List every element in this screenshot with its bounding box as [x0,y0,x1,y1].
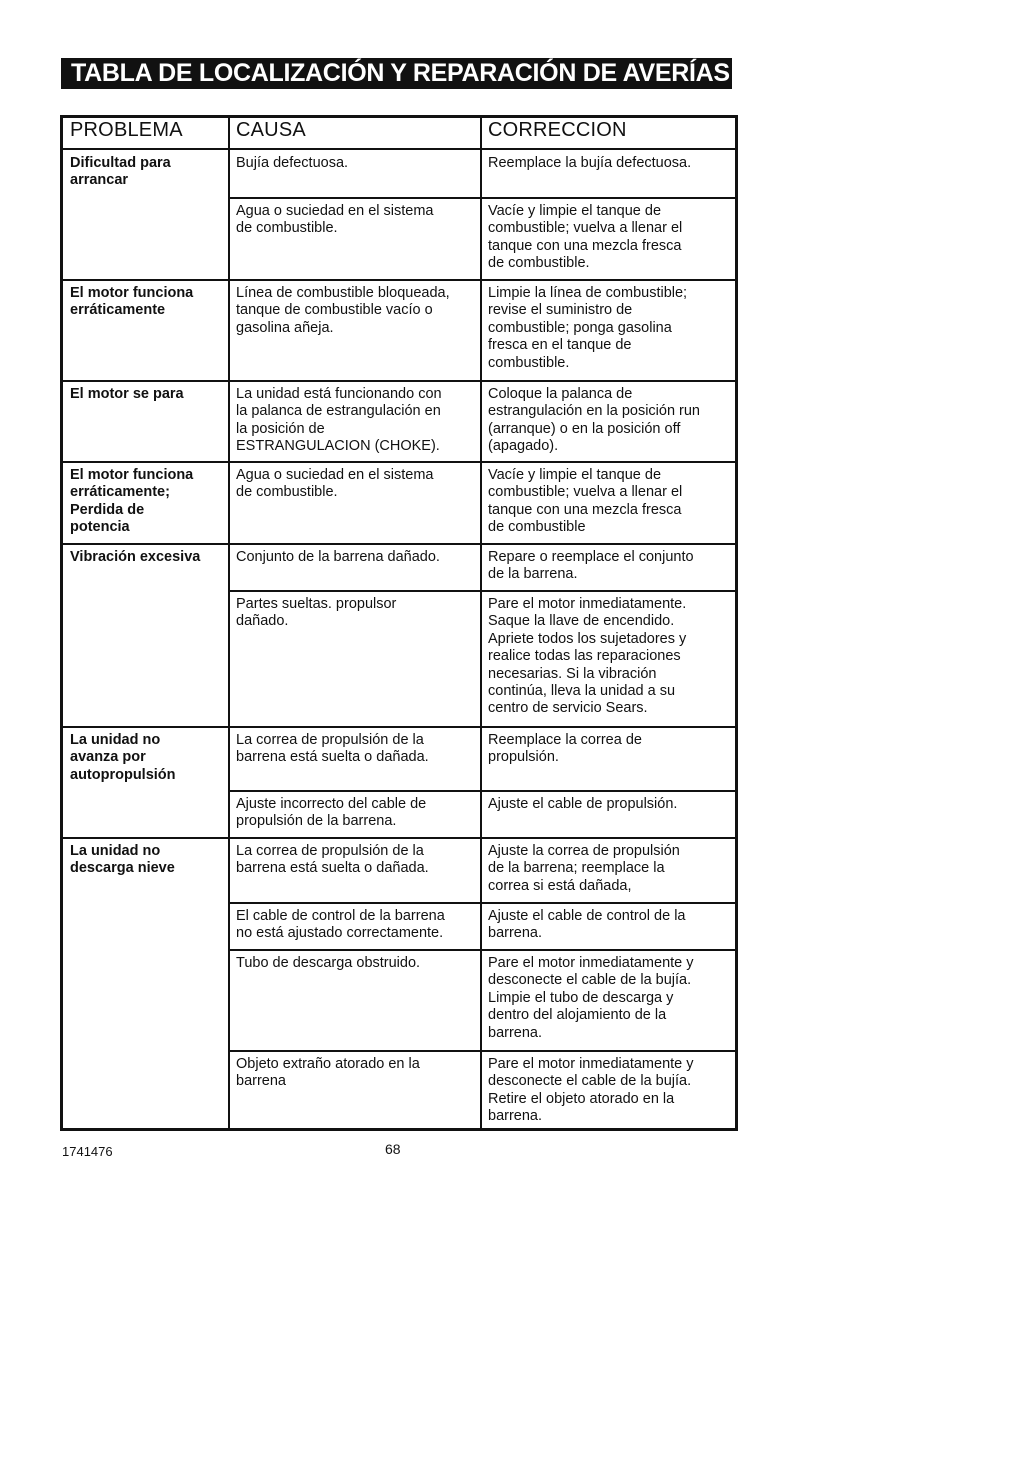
correction-cell: Pare el motor inmediatamente. Saque la llave de encendido. Apriete todos los sujetadores y realice todas las reparaciones necesarias. Si la vibración continúa, lleva la unidad a su centro de servicio Sears. [488,596,687,717]
header-problem: PROBLEMA [70,119,183,141]
cause-cell: Objeto extraño atorado en la barrena [236,1056,420,1090]
problem-cell: La unidad no descarga nieve [70,843,175,877]
cause-cell: Línea de combustible bloqueada, tanque de combustible vacío o gasolina añeja. [236,285,450,336]
correction-cell: Coloque la palanca de estrangulación en la posición run (arranque) o en la posición off (apagado). [488,386,700,455]
row-divider [63,461,735,463]
row-divider [228,590,735,592]
problem-cell: El motor funciona erráticamente; Perdida de potencia [70,467,194,536]
cause-cell: Conjunto de la barrena dañado. [236,549,440,565]
page-title: TABLA DE LOCALIZACIÓN Y REPARACIÓN DE AVERÍAS [61,58,732,89]
correction-cell: Pare el motor inmediatamente y desconecte el cable de la bujía. Limpie el tubo de descarga y dentro del alojamiento de la barrena. [488,955,694,1041]
document-code: 1741476 [62,1144,113,1159]
row-divider [228,949,735,951]
cause-cell: La correa de propulsión de la barrena está suelta o dañada. [236,843,429,877]
cause-cell: El cable de control de la barrena no está ajustado correctamente. [236,908,445,942]
row-divider [228,197,735,199]
row-divider [63,543,735,545]
cause-cell: La correa de propulsión de la barrena está suelta o dañada. [236,732,429,766]
row-divider [63,726,735,728]
problem-cell: El motor se para [70,386,184,402]
correction-cell: Ajuste el cable de propulsión. [488,796,678,812]
header-cause: CAUSA [236,119,306,141]
correction-cell: Limpie la línea de combustible; revise el suministro de combustible; ponga gasolina fresca en el tanque de combustible. [488,285,688,371]
correction-cell: Reemplace la bujía defectuosa. [488,155,692,171]
column-divider [228,118,230,1128]
correction-cell: Ajuste la correa de propulsión de la barrena; reemplace la correa si está dañada, [488,843,680,894]
row-divider [63,380,735,382]
problem-cell: Dificultad para arrancar [70,155,171,189]
correction-cell: Repare o reemplace el conjunto de la barrena. [488,549,694,583]
row-divider [63,837,735,839]
cause-cell: Partes sueltas. propulsor dañado. [236,596,397,630]
correction-cell: Vacíe y limpie el tanque de combustible; vuelva a llenar el tanque con una mezcla fresca de combustible [488,467,683,536]
row-divider [228,790,735,792]
header-correction: CORRECCION [488,119,627,141]
row-divider [63,279,735,281]
correction-cell: Pare el motor inmediatamente y desconecte el cable de la bujía. Retire el objeto atorado en la barrena. [488,1056,694,1125]
cause-cell: Ajuste incorrecto del cable de propulsión de la barrena. [236,796,427,830]
problem-cell: El motor funciona erráticamente [70,285,194,319]
page-number: 68 [385,1141,401,1157]
cause-cell: La unidad está funcionando con la palanca de estrangulación en la posición de ESTRANGULACION (CHOKE). [236,386,442,455]
correction-cell: Ajuste el cable de control de la barrena. [488,908,686,942]
problem-cell: Vibración excesiva [70,549,201,565]
row-divider [228,902,735,904]
column-divider [480,118,482,1128]
cause-cell: Tubo de descarga obstruido. [236,955,421,971]
problem-cell: La unidad no avanza por autopropulsión [70,732,176,783]
correction-cell: Vacíe y limpie el tanque de combustible; vuelva a llenar el tanque con una mezcla fresca de combustible. [488,203,683,272]
cause-cell: Bujía defectuosa. [236,155,349,171]
troubleshooting-table [60,115,738,1131]
cause-cell: Agua o suciedad en el sistema de combustible. [236,467,434,501]
cause-cell: Agua o suciedad en el sistema de combustible. [236,203,434,237]
row-divider [228,1050,735,1052]
correction-cell: Reemplace la correa de propulsión. [488,732,642,766]
row-divider [63,148,735,150]
